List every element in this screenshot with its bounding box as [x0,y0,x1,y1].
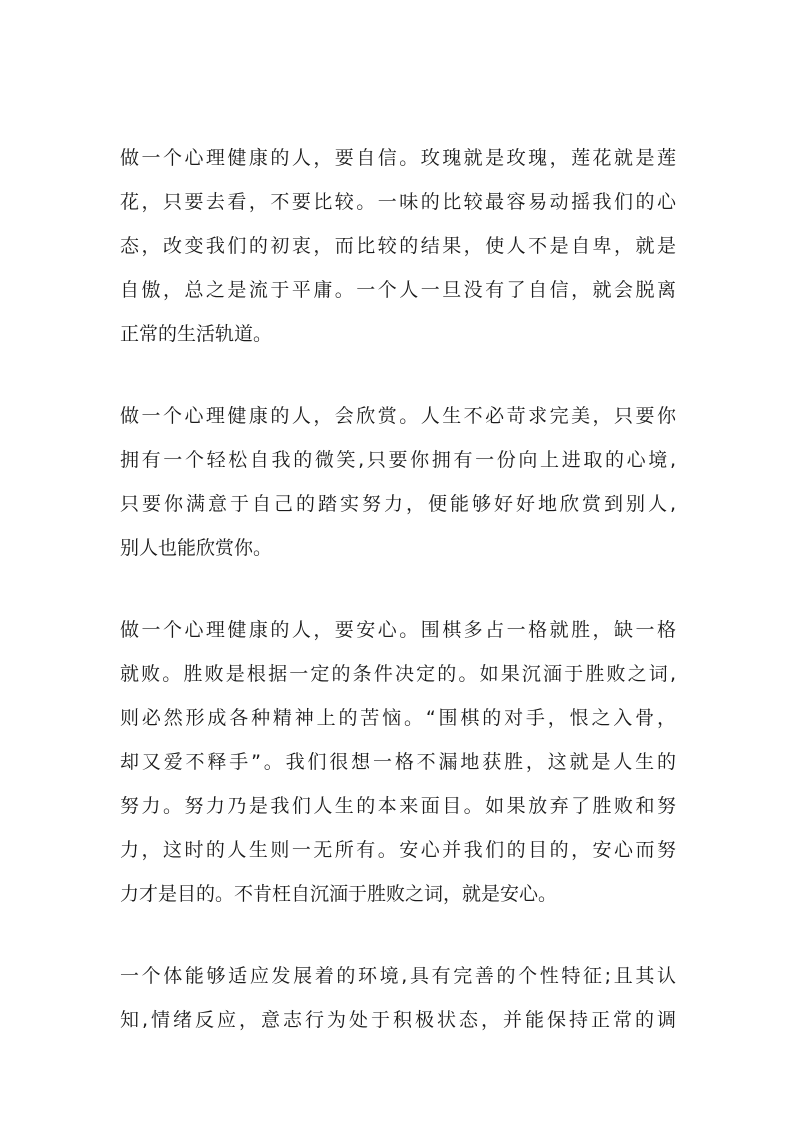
text-line: 一个体能够适应发展着的环境,具有完善的个性特征;且其认 [120,965,676,987]
text-line: 别人也能欣赏你。 [120,537,273,559]
text-line: 则必然形成各种精神上的苦恼。“围棋的对手，恨之入骨， [120,707,676,729]
text-line: 正常的生活轨道。 [120,323,273,345]
text-line: 知,情绪反应，意志行为处于积极状态，并能保持正常的调 [120,1009,676,1031]
text-line: 自傲，总之是流于平庸。一个人一旦没有了自信，就会脱离 [120,279,676,301]
text-line: 拥有一个轻松自我的微笑,只要你拥有一份向上进取的心境, [120,449,676,471]
text-line: 就败。胜败是根据一定的条件决定的。如果沉湎于胜败之词, [120,663,676,685]
paragraph-definition [120,954,676,1042]
text-line: 力，这时的人生则一无所有。安心并我们的目的，安心而努 [120,839,676,861]
paragraph-peace-of-mind [120,608,676,916]
text-line: 只要你满意于自己的踏实努力，便能够好好地欣赏到别人, [120,493,676,515]
text-line: 做一个心理健康的人，会欣赏。人生不必苛求完美，只要你 [120,405,676,427]
text-line: 态，改变我们的初衷，而比较的结果，使人不是自卑，就是 [120,235,676,257]
text-line: 努力。努力乃是我们人生的本来面目。如果放弃了胜败和努 [120,795,676,817]
text-line: 却又爱不释手”。我们很想一格不漏地获胜，这就是人生的 [120,751,676,773]
document-body [120,136,676,1080]
text-line: 做一个心理健康的人，要自信。玫瑰就是玫瑰，莲花就是莲 [120,147,676,169]
text-line: 花，只要去看，不要比较。一味的比较最容易动摇我们的心 [120,191,676,213]
text-line: 做一个心理健康的人，要安心。围棋多占一格就胜，缺一格 [120,619,676,641]
paragraph-appreciation [120,394,676,570]
paragraph-confidence [120,136,676,356]
text-line: 力才是目的。不肯枉自沉湎于胜败之词，就是安心。 [120,883,558,905]
